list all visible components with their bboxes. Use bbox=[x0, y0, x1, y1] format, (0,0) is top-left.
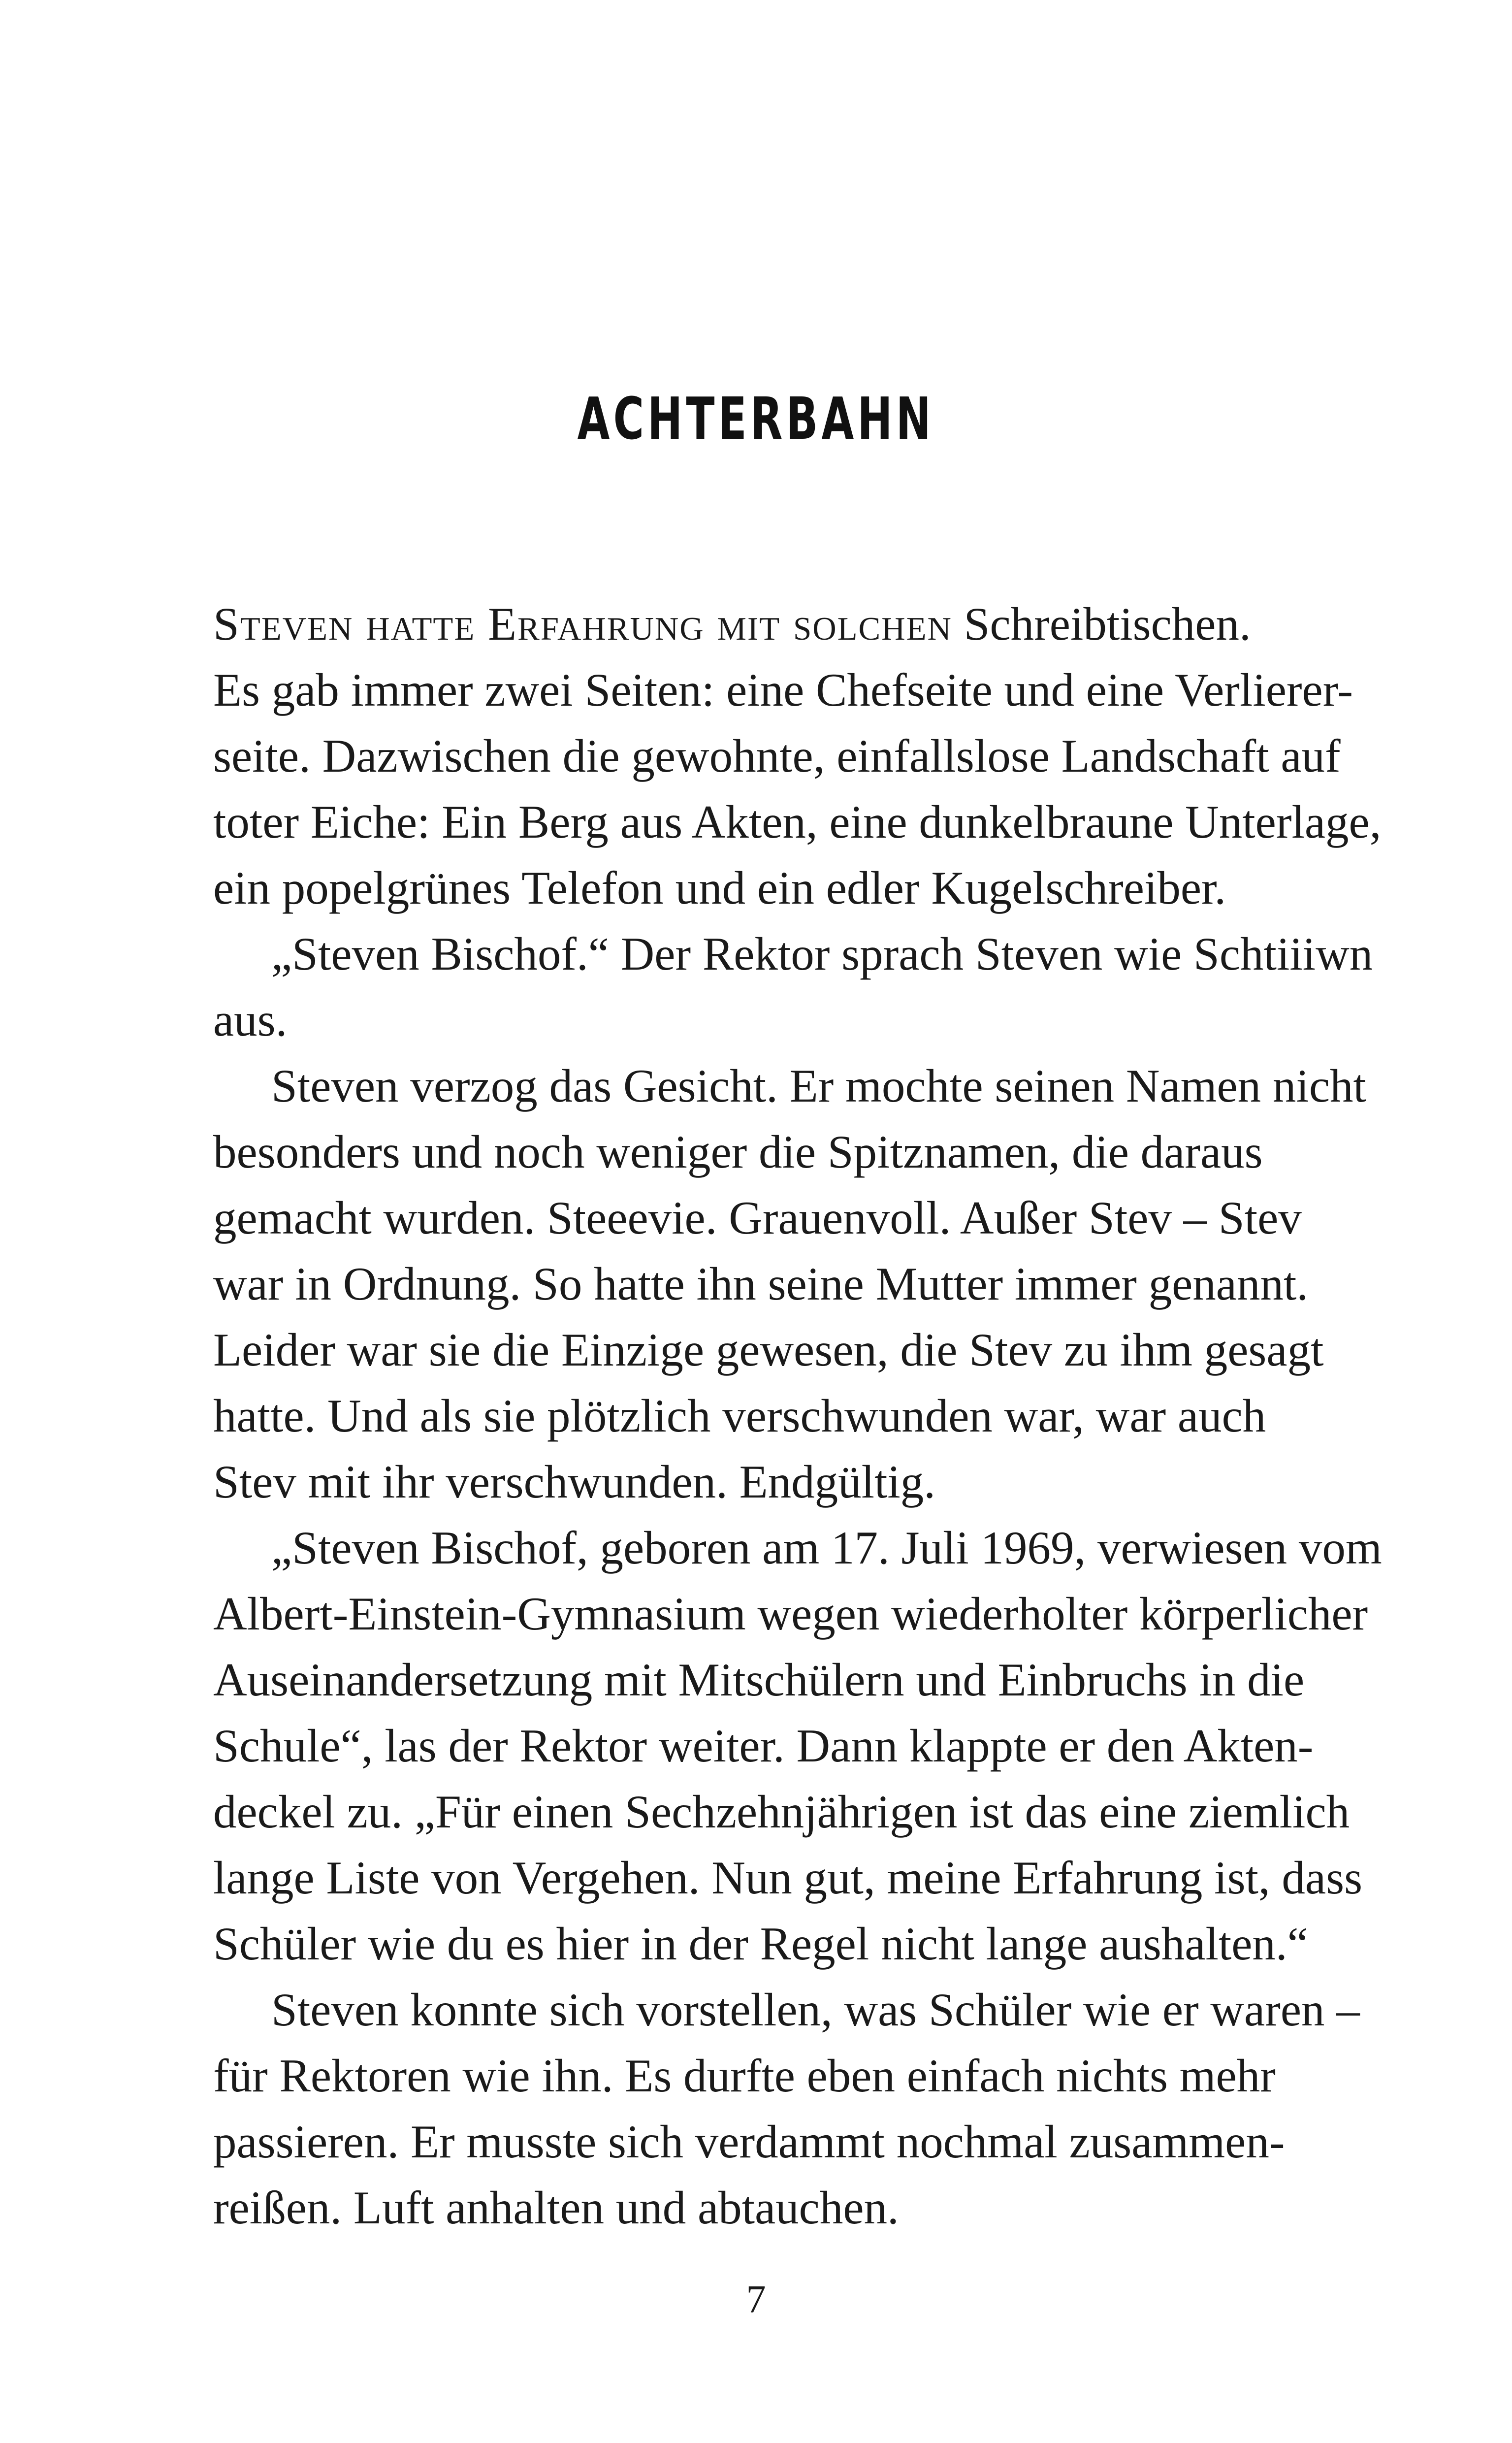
text-line: deckel zu. „Für einen Sechzehnjährigen ist das eine ziemlich bbox=[213, 1786, 1350, 1838]
text-line: gemacht wurden. Steeevie. Grauenvoll. Außer Stev – Stev bbox=[213, 1192, 1302, 1244]
text-line: Steven verzog das Gesicht. Er mochte seinen Namen nicht bbox=[271, 1060, 1366, 1112]
text-line: Steven konnte sich vorstellen, was Schüler wie er waren – bbox=[271, 1984, 1360, 2036]
text-line: war in Ordnung. So hatte ihn seine Mutter immer genannt. bbox=[213, 1258, 1309, 1310]
text-line: passieren. Er musste sich verdammt nochmal zusammen- bbox=[213, 2116, 1285, 2168]
text-line: Stev mit ihr verschwunden. Endgültig. bbox=[213, 1456, 936, 1508]
text-line: aus. bbox=[213, 994, 288, 1046]
page-number: 7 bbox=[746, 2278, 766, 2321]
chapter-title: ACHTERBAHN bbox=[577, 385, 935, 453]
text-line: besonders und noch weniger die Spitznamen, die daraus bbox=[213, 1126, 1263, 1178]
text-line: Auseinandersetzung mit Mitschülern und Einbruchs in die bbox=[213, 1654, 1305, 1706]
text-line: lange Liste von Vergehen. Nun gut, meine Erfahrung ist, dass bbox=[213, 1852, 1363, 1904]
opening-smallcaps: Steven hatte Erfahrung mit solchen bbox=[213, 598, 952, 650]
text-line: Albert-Einstein-Gymnasium wegen wiederholter körperlicher bbox=[213, 1588, 1368, 1640]
text-line: „Steven Bischof.“ Der Rektor sprach Steven wie Schtiiiwn bbox=[271, 928, 1373, 980]
text-line: reißen. Luft anhalten und abtauchen. bbox=[213, 2182, 899, 2234]
text-line bbox=[213, 591, 1379, 657]
body-text bbox=[213, 591, 1382, 2241]
opening-rest: Schreibtischen. bbox=[952, 598, 1251, 650]
text-line: toter Eiche: Ein Berg aus Akten, eine dunkelbraune Unterlage, bbox=[213, 796, 1382, 848]
text-line: hatte. Und als sie plötzlich verschwunden war, war auch bbox=[213, 1390, 1266, 1442]
text-line: für Rektoren wie ihn. Es durfte eben einfach nichts mehr bbox=[213, 2050, 1276, 2102]
text-line: „Steven Bischof, geboren am 17. Juli 1969, verwiesen vom bbox=[271, 1522, 1382, 1574]
text-line: Leider war sie die Einzige gewesen, die Stev zu ihm gesagt bbox=[213, 1324, 1324, 1376]
text-line: Es gab immer zwei Seiten: eine Chefseite und eine Verlierer- bbox=[213, 664, 1353, 716]
text-line: Schule“, las der Rektor weiter. Dann klappte er den Akten- bbox=[213, 1720, 1314, 1772]
text-line: ein popelgrünes Telefon und ein edler Kugelschreiber. bbox=[213, 862, 1226, 914]
text-line: seite. Dazwischen die gewohnte, einfallslose Landschaft auf bbox=[213, 730, 1341, 782]
text-line: Schüler wie du es hier in der Regel nicht lange aushalten.“ bbox=[213, 1918, 1308, 1970]
